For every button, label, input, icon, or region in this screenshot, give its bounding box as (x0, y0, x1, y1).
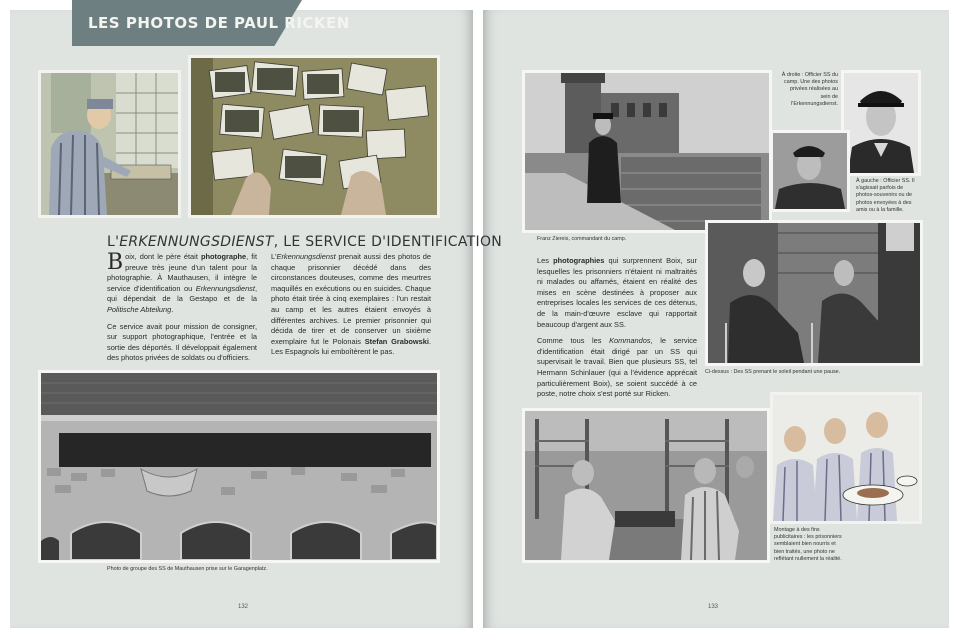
text-column-3 (537, 256, 697, 406)
col1-italic-2: Politische Abteilung (107, 304, 172, 314)
caption-right-top: À droite : Officier SS du camp. Une des photos privées réalisées au sein de l'Erkennungsdienst. (781, 72, 838, 107)
ziereis-photo (522, 70, 772, 233)
chess-photo (522, 408, 770, 563)
text-column-2 (271, 252, 431, 364)
comic-panel-prisoner (38, 70, 181, 218)
section-title-prefix: L' (107, 234, 120, 250)
ziereis-photo-image (525, 73, 769, 230)
col1-paragraph-2: Ce service avait pour mission de consigner, sur support photographique, l'entrée et la sortie des déportés. Il développait également des photos privées de soldats ou d'officiers. (107, 321, 257, 363)
col3-bold: photographies (553, 256, 605, 265)
page-number-right: 133 (708, 604, 719, 610)
col2-bold: Stefan Grabowski (364, 336, 429, 346)
group-photo (38, 370, 440, 563)
caption-montage: Montage à des fins publicitaires : les prisonniers semblaient bien nourris et bien traités, une photo ne reflétant nullement la réalité. (774, 527, 842, 562)
col3-text-b: qui surprennent Boix, sur lesquelles les prisonniers n'étaient ni maltraités ni malades ou affamés, étaient en réalité des mises en scène destinées à proposer aux entreprises locales les services de ces détenus, de la main-d'œuvre esclave qui rapportait beaucoup d'argent aux SS. (537, 256, 697, 329)
col2-text-b: prenait aussi des photos de chaque prisonnier décédé dans des circonstances douteuses, comme des meurtres maquillés en exécutions ou en suicides. Chaque photo était tirée à cinq exemplaires : l'un restait au camp et les autres étaient envoyés à différentes archives. Le premier prisonnier qui décida de tirer et de conserver un sixième exemplaire fut le Polonais (271, 252, 431, 346)
chess-photo-image (525, 411, 767, 560)
drop-cap: B (107, 250, 124, 275)
officer-portrait-right (841, 70, 921, 176)
montage-illustration (773, 395, 919, 521)
section-title (107, 234, 502, 250)
comic-illustration (41, 73, 178, 215)
col3-italic: Kommandos (609, 336, 651, 346)
montage-panel (770, 392, 922, 524)
section-title-italic: ERKENNUNGSDIENST (119, 234, 274, 250)
col3-text-d: , le service d'identification était dirigé par un SS qui supervisait le travail. Bien que plusieurs SS, tel Hermann Schinlauer (qui a l'évidence apprécait particulièrement Boix), se soient succédé à ce poste, notre choix s'est porté sur Ricken. (537, 336, 698, 399)
col3-text-c: Comme tous les (537, 336, 610, 346)
col2-text-c: . Les Espagnols lui emboîtèrent le pas. (271, 336, 431, 357)
col1-text-a: oix, dont le père était (125, 252, 201, 261)
col3-paragraph-2 (537, 336, 697, 400)
caption-sun: Ci-dessus : Des SS prenant le soleil pendant une pause. (705, 369, 841, 375)
col1-bold: photographe (200, 252, 247, 261)
caption-group-photo: Photo de groupe des SS de Mauthausen prise sur le Garagenplatz. (107, 566, 268, 572)
col3-paragraph-1 (537, 256, 697, 330)
text-column-1 (107, 252, 257, 370)
col1-paragraph-1 (107, 252, 257, 316)
col1-text-b: , fit preuve très jeune d'un talent pour la photographie. À Mauthausen, il intègre le service d'identification ou (107, 252, 258, 293)
col2-italic: Erkennungsdienst (276, 252, 336, 261)
caption-ziereis: Franz Ziereis, commandant du camp. (537, 236, 627, 242)
col1-text-c: , qui dépendait de la Gestapo et de la (107, 283, 257, 304)
comic-panel-photos (188, 55, 440, 218)
page-number-left: 132 (238, 604, 249, 610)
col3-text-a: Les (537, 256, 554, 265)
col1-italic: Erkennungsdienst (195, 283, 255, 293)
banner-title: LES PHOTOS DE PAUL RICKEN (88, 14, 350, 32)
photos-table-illustration (191, 58, 437, 215)
group-photo-image (41, 373, 437, 560)
officer-portrait-right-image (844, 73, 918, 173)
officer-portrait-left-image (773, 133, 847, 209)
sun-photo-image (708, 223, 920, 363)
officer-portrait-left (770, 130, 850, 212)
col1-text-d: . (171, 304, 174, 314)
col2-paragraph (271, 252, 431, 358)
caption-left-officer: À gauche : Officier SS. Il s'agissait parfois de photos-souvenirs ou de photos envoyées à des amis ou à la famille. (856, 178, 915, 213)
col2-text-a: L' (271, 252, 277, 261)
section-title-suffix: , LE SERVICE D'IDENTIFICATION (273, 234, 503, 250)
sun-photo (705, 220, 923, 366)
